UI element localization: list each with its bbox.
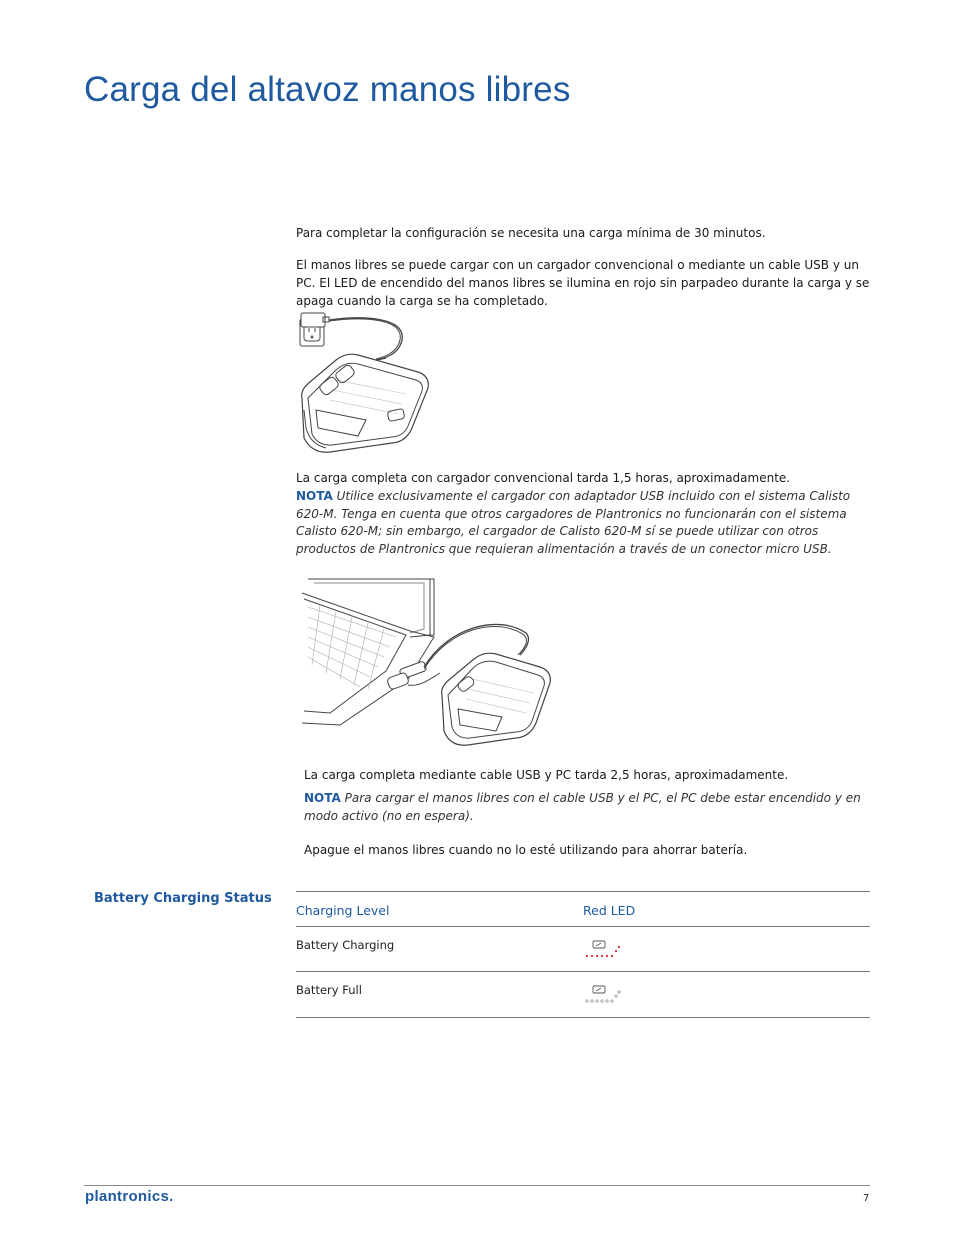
power-off-tip: Apague el manos libres cuando no lo esté utilizando para ahorrar batería. (304, 843, 748, 857)
row-level-full: Battery Full (296, 983, 362, 997)
table-rule (296, 891, 870, 892)
table-rule (296, 971, 870, 972)
table-rule (296, 1017, 870, 1018)
note-text: Para cargar el manos libres con el cable USB y el PC, el PC debe estar encendido y en modo activo (no en espera). (304, 791, 861, 823)
note-label: NOTA (304, 791, 341, 805)
note-text: Utilice exclusivamente el cargador con adaptador USB incluido con el sistema Calisto 620-M. Tenga en cuenta que otros cargadores de Plantronics no funcionarán con el sistema Calisto 620-M; sin embargo, el cargador de Calisto 620-M sí se puede utilizar con otros productos de Plantronics que requieran alimentación a través de un conector micro USB. (296, 489, 851, 556)
note-label: NOTA (296, 489, 333, 503)
led-charging-icon (584, 939, 628, 961)
wall-charge-time: La carga completa con cargador convencional tarda 1,5 horas, aproximadamente. (296, 471, 791, 485)
laptop-usb-illustration (300, 575, 556, 750)
intro-paragraph: Para completar la configuración se necesita una carga mínima de 30 minutos. (296, 226, 766, 240)
footer-rule (84, 1185, 870, 1186)
note-usb (304, 790, 870, 825)
row-level-charging: Battery Charging (296, 938, 395, 952)
wall-charger-illustration (296, 310, 436, 465)
page-number: 7 (863, 1193, 870, 1204)
led-off-icon (584, 984, 628, 1006)
page-title: Carga del altavoz manos libres (84, 70, 571, 109)
battery-status-heading: Battery Charging Status (94, 891, 272, 906)
plantronics-logo: plantronics. (85, 1188, 174, 1205)
table-rule (296, 926, 870, 927)
charge-methods-paragraph: El manos libres se puede cargar con un cargador convencional o mediante un cable USB y un PC. El LED de encendido del manos libres se ilumina en rojo sin parpadeo durante la carga y se apaga cuando la carga se ha completado. (296, 258, 870, 308)
column-header-charging-level: Charging Level (296, 903, 390, 918)
column-header-red-led: Red LED (583, 903, 636, 918)
note-charger (296, 488, 874, 558)
usb-charge-time: La carga completa mediante cable USB y PC tarda 2,5 horas, aproximadamente. (304, 768, 789, 782)
